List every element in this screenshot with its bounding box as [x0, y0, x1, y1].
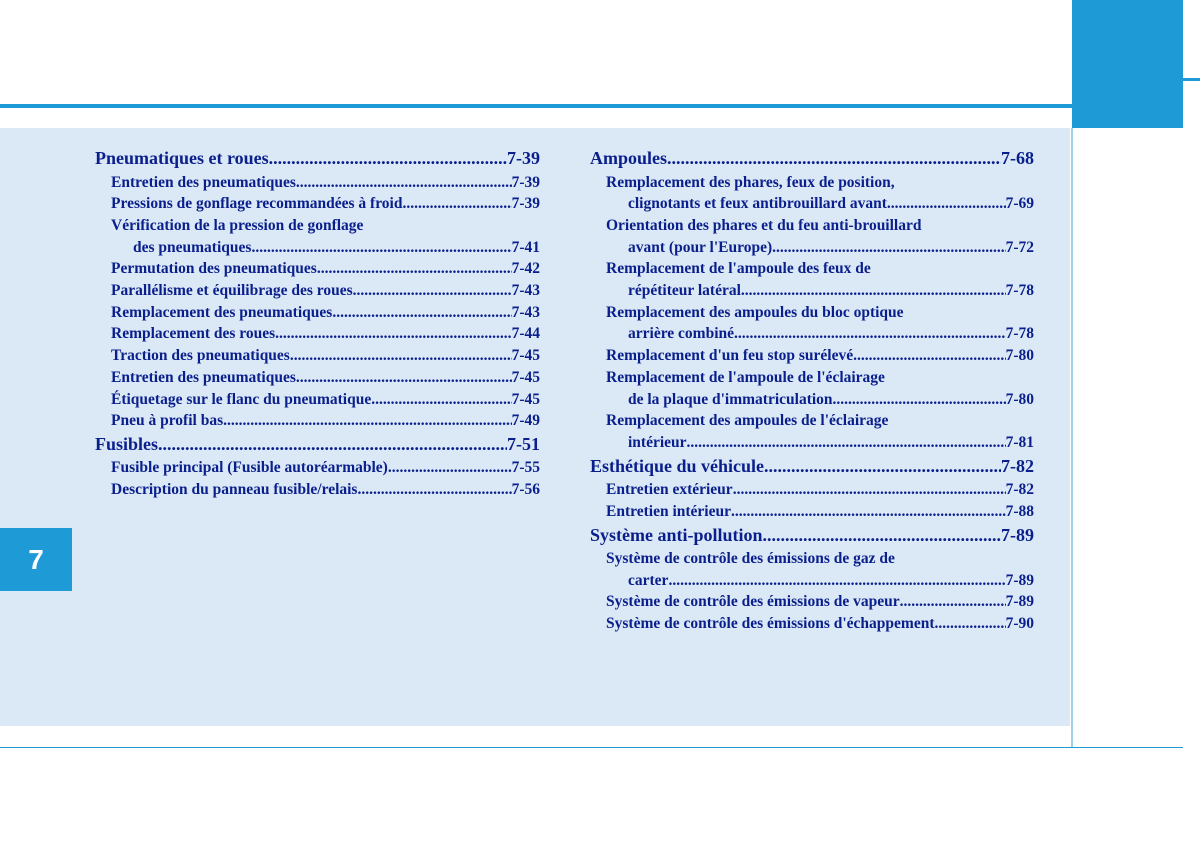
toc-entry-title: Système de contrôle des émissions d'échappement	[606, 615, 935, 633]
toc-page-number: 7-44	[511, 325, 540, 343]
toc-entry[interactable]	[95, 479, 540, 501]
toc-page-number: 7-82	[1001, 455, 1034, 476]
toc-leader-dots	[731, 501, 1006, 523]
toc-page-number: 7-68	[1001, 148, 1034, 168]
toc-entry-title: Remplacement des ampoules de l'éclairage	[606, 412, 889, 430]
toc-entry-title: Remplacement de l'ampoule de l'éclairage	[606, 368, 885, 386]
chapter-number: 7	[28, 543, 44, 575]
toc-entry-line	[111, 215, 540, 237]
toc-entry-line	[590, 523, 1034, 549]
toc-entry[interactable]	[590, 302, 1034, 345]
toc-entry-line	[606, 215, 1034, 237]
toc-leader-dots	[296, 367, 512, 389]
toc-entry-line	[606, 258, 1034, 280]
toc-leader-dots	[353, 280, 512, 302]
toc-entry-title: Remplacement des roues	[111, 325, 276, 343]
header-rule-right	[1180, 78, 1200, 81]
toc-entry-title: Remplacement d'un feu stop surélevé	[606, 347, 854, 365]
toc-entry-line	[606, 570, 1034, 592]
toc-page-number: 7-89	[1005, 571, 1034, 589]
toc-entry-title: Ampoules	[590, 148, 668, 168]
toc-page-number: 7-43	[511, 303, 540, 321]
toc-entry-title: intérieur	[628, 433, 687, 451]
toc-entry-line	[606, 591, 1034, 613]
toc-page-number: 7-41	[511, 238, 540, 256]
toc-entry-title: Entretien des pneumatiques	[111, 368, 296, 386]
toc-entry[interactable]	[590, 591, 1034, 613]
toc-leader-dots	[371, 389, 511, 411]
toc-leader-dots	[853, 345, 1005, 367]
toc-leader-dots	[734, 323, 1006, 345]
toc-entry-line	[606, 172, 1034, 194]
toc-page-number: 7-89	[1001, 524, 1034, 545]
toc-section[interactable]	[590, 523, 1034, 549]
toc-page-number: 7-55	[511, 459, 540, 477]
toc-entry-title: répétiteur latéral	[628, 282, 741, 300]
toc-leader-dots	[275, 323, 511, 345]
toc-entry-title: Étiquetage sur le flanc du pneumatique	[111, 390, 372, 408]
footer-rule	[0, 747, 1183, 748]
toc-entry-title: Esthétique du véhicule	[590, 455, 765, 476]
toc-leader-dots	[687, 432, 1006, 454]
toc-entry-line	[111, 302, 540, 324]
toc-page-number: 7-89	[1005, 593, 1034, 611]
toc-entry-line	[111, 280, 540, 302]
toc-entry-line	[111, 367, 540, 389]
toc-entry[interactable]	[590, 367, 1034, 410]
toc-section[interactable]	[590, 454, 1034, 480]
toc-entry-title: Remplacement des phares, feux de position,	[606, 173, 895, 191]
toc-leader-dots	[667, 146, 1001, 172]
toc-entry-title: Système anti-pollution	[590, 524, 763, 545]
toc-entry-title: Fusible principal (Fusible autoréarmable)	[111, 459, 388, 477]
toc-section[interactable]	[95, 432, 540, 458]
toc-entry-title: Remplacement de l'ampoule des feux de	[606, 260, 871, 278]
toc-leader-dots	[251, 237, 511, 259]
toc-entry-title: Permutation des pneumatiques	[111, 260, 317, 278]
toc-entry-title: des pneumatiques	[133, 238, 252, 256]
toc-entry[interactable]	[590, 215, 1034, 258]
toc-entry-title: Système de contrôle des émissions de gaz de	[606, 550, 895, 568]
toc-leader-dots	[357, 479, 511, 501]
toc-page-number: 7-82	[1005, 481, 1034, 499]
toc-leader-dots	[332, 302, 511, 324]
toc-leader-dots	[900, 591, 1006, 613]
toc-leader-dots	[388, 457, 512, 479]
toc-entry[interactable]	[95, 457, 540, 479]
toc-entry[interactable]	[95, 193, 540, 215]
toc-entry-title: Système de contrôle des émissions de vapeur	[606, 593, 900, 611]
header-tab-block	[1072, 0, 1183, 128]
toc-entry-title: Parallélisme et équilibrage des roues	[111, 282, 353, 300]
toc-leader-dots	[296, 172, 512, 194]
toc-leader-dots	[935, 613, 1006, 635]
toc-entry-line	[111, 193, 540, 215]
toc-page-number: 7-81	[1005, 433, 1034, 451]
toc-entry-title: Remplacement des pneumatiques	[111, 303, 333, 321]
toc-leader-dots	[290, 345, 512, 367]
chapter-tab[interactable]	[0, 528, 72, 591]
toc-entry-title: Pneumatiques et roues	[95, 148, 269, 168]
toc-entry[interactable]	[590, 172, 1034, 215]
toc-entry-title: Traction des pneumatiques	[111, 347, 290, 365]
toc-entry-line	[606, 501, 1034, 523]
toc-leader-dots	[772, 237, 1005, 259]
toc-entry-title: Entretien des pneumatiques	[111, 173, 296, 191]
toc-entry-line	[111, 479, 540, 501]
toc-entry[interactable]	[590, 258, 1034, 301]
toc-leader-dots	[741, 280, 1006, 302]
toc-entry-line	[111, 323, 540, 345]
toc-entry-title: Description du panneau fusible/relais	[111, 481, 358, 499]
toc-entry-line	[606, 389, 1034, 411]
toc-entry-line	[111, 457, 540, 479]
toc-entry[interactable]	[590, 345, 1034, 367]
toc-entry-line	[111, 410, 540, 432]
toc-column-right	[590, 146, 1034, 635]
toc-page-number: 7-39	[511, 173, 540, 191]
toc-entry-title: Entretien extérieur	[606, 481, 733, 499]
toc-entry-line	[606, 237, 1034, 259]
toc-leader-dots	[833, 389, 1006, 411]
toc-entry-line	[606, 367, 1034, 389]
toc-entry[interactable]	[590, 548, 1034, 591]
toc-entry[interactable]	[95, 345, 540, 367]
side-rule	[1071, 128, 1073, 748]
toc-leader-dots	[269, 146, 507, 172]
toc-page-number: 7-69	[1005, 195, 1034, 213]
toc-entry-line	[111, 172, 540, 194]
toc-entry[interactable]	[95, 258, 540, 280]
toc-page-number: 7-72	[1005, 238, 1034, 256]
toc-leader-dots	[764, 454, 1001, 480]
toc-entry[interactable]	[95, 323, 540, 345]
toc-page-number: 7-39	[511, 195, 540, 213]
toc-leader-dots	[887, 193, 1006, 215]
toc-entry[interactable]	[590, 613, 1034, 635]
toc-entry-line	[590, 454, 1034, 480]
toc-entry-line	[606, 479, 1034, 501]
toc-page-number: 7-51	[507, 433, 540, 454]
toc-entry-title: Pneu à profil bas	[111, 412, 224, 430]
toc-leader-dots	[158, 432, 507, 458]
header-rule	[0, 104, 1072, 108]
toc-entry-line	[111, 237, 540, 259]
toc-entry-line	[606, 432, 1034, 454]
toc-page-number: 7-49	[511, 412, 540, 430]
toc-entry-line	[606, 193, 1034, 215]
toc-page-number: 7-56	[511, 481, 540, 499]
toc-entry[interactable]	[95, 389, 540, 411]
toc-page-number: 7-80	[1005, 347, 1034, 365]
toc-page-number: 7-88	[1005, 502, 1034, 520]
toc-page-number: 7-80	[1005, 390, 1034, 408]
toc-entry-line	[606, 613, 1034, 635]
toc-page-number: 7-39	[507, 148, 540, 168]
toc-page-number: 7-45	[511, 347, 540, 365]
toc-entry[interactable]	[590, 501, 1034, 523]
toc-leader-dots	[223, 410, 511, 432]
toc-entry-title: arrière combiné	[628, 325, 735, 343]
toc-entry[interactable]	[95, 172, 540, 194]
toc-page-number: 7-43	[511, 282, 540, 300]
toc-entry[interactable]	[95, 367, 540, 389]
toc-entry-title: Orientation des phares et du feu anti-brouillard	[606, 216, 922, 234]
toc-entry-title: Remplacement des ampoules du bloc optique	[606, 303, 904, 321]
toc-leader-dots	[317, 258, 512, 280]
toc-entry-title: clignotants et feux antibrouillard avant	[628, 195, 887, 213]
toc-column-left	[95, 146, 540, 501]
toc-page-number: 7-45	[511, 390, 540, 408]
toc-entry-title: avant (pour l'Europe)	[628, 238, 773, 256]
toc-leader-dots	[733, 479, 1006, 501]
toc-section[interactable]	[590, 146, 1034, 172]
toc-entry-title: Vérification de la pression de gonflage	[111, 216, 364, 234]
toc-entry[interactable]	[590, 479, 1034, 501]
toc-entry-title: carter	[628, 571, 669, 589]
toc-entry[interactable]	[95, 302, 540, 324]
toc-leader-dots	[763, 523, 1001, 549]
toc-section[interactable]	[95, 146, 540, 172]
toc-page-number: 7-45	[511, 368, 540, 386]
toc-page-number: 7-90	[1005, 615, 1034, 633]
toc-entry-title: de la plaque d'immatriculation	[628, 390, 833, 408]
toc-entry-line	[606, 548, 1034, 570]
toc-entry-line	[606, 280, 1034, 302]
toc-entry-line	[111, 389, 540, 411]
toc-page-number: 7-78	[1005, 282, 1034, 300]
toc-entry-line	[111, 345, 540, 367]
toc-entry-line	[95, 146, 540, 172]
toc-entry[interactable]	[95, 280, 540, 302]
toc-entry-line	[606, 302, 1034, 324]
toc-entry[interactable]	[95, 215, 540, 258]
toc-leader-dots	[402, 193, 511, 215]
toc-entry-line	[95, 432, 540, 458]
toc-leader-dots	[668, 570, 1005, 592]
toc-entry-line	[111, 258, 540, 280]
toc-entry-line	[606, 410, 1034, 432]
toc-entry-line	[606, 323, 1034, 345]
toc-entry-title: Entretien intérieur	[606, 502, 731, 520]
toc-entry-title: Fusibles	[95, 433, 159, 454]
toc-entry[interactable]	[95, 410, 540, 432]
toc-entry-line	[606, 345, 1034, 367]
toc-entry-line	[590, 146, 1034, 172]
toc-entry[interactable]	[590, 410, 1034, 453]
toc-page-number: 7-78	[1005, 325, 1034, 343]
toc-entry-title: Pressions de gonflage recommandées à froid	[111, 195, 403, 213]
toc-page-number: 7-42	[511, 260, 540, 278]
